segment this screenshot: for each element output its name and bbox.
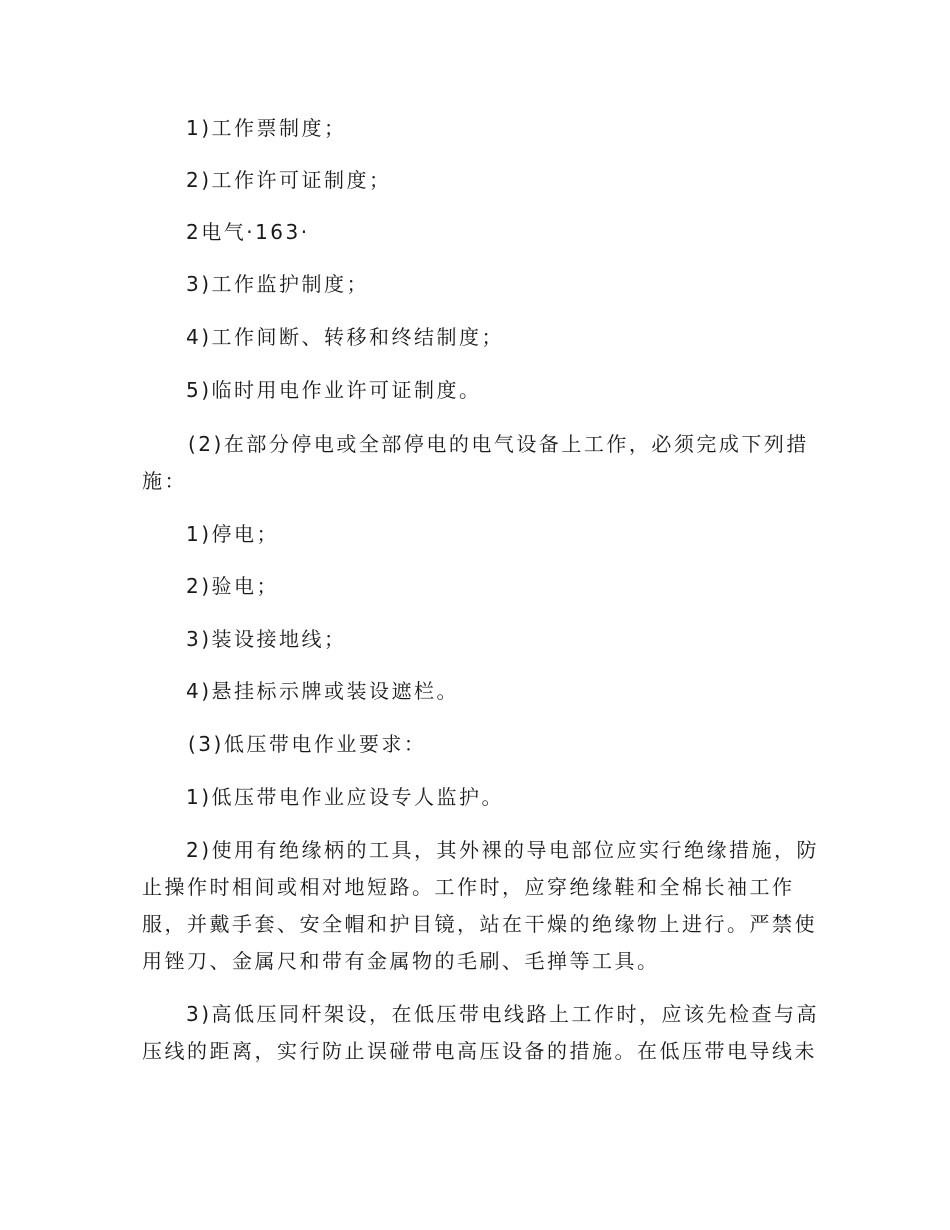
list-item-work-ticket: 1)工作票制度；	[186, 116, 347, 140]
list-item-work-permit: 2)工作许可证制度；	[186, 168, 392, 192]
paragraph-high-low-line-2: 压线的距离，实行防止误碰带电高压设备的措施。在低压带电导线未	[142, 1039, 817, 1063]
list-item-temporary-power-permit: 5)临时用电作业许可证制度。	[186, 378, 482, 402]
paragraph-tools-line-3: 服，并戴手套、安全帽和护目镜，站在干燥的绝缘物上进行。严禁使	[142, 912, 817, 936]
section-2-heading-continuation: 施：	[142, 469, 187, 493]
list-item-signage-barrier: 4)悬挂标示牌或装设遮栏。	[186, 679, 460, 703]
paragraph-tools-line-4: 用锉刀、金属尺和带有金属物的毛刷、毛掸等工具。	[142, 949, 660, 973]
list-item-supervisor: 1)低压带电作业应设专人监护。	[186, 785, 505, 809]
list-item-voltage-test: 2)验电；	[186, 574, 280, 598]
paragraph-high-low-line-1: 3)高低压同杆架设，在低压带电线路上工作时，应该先检查与高	[186, 1002, 820, 1026]
page-footer-marker: 2电气·163·	[186, 220, 310, 244]
list-item-work-interruption: 4)工作间断、转移和终结制度；	[186, 325, 505, 349]
list-item-work-supervision: 3)工作监护制度；	[186, 272, 370, 296]
list-item-grounding: 3)装设接地线；	[186, 627, 347, 651]
paragraph-tools-line-2: 止操作时相间或相对地短路。工作时，应穿绝缘鞋和全棉长袖工作	[142, 875, 795, 899]
section-2-heading-line: (2)在部分停电或全部停电的电气设备上工作，必须完成下列措	[188, 432, 809, 456]
paragraph-tools-line-1: 2)使用有绝缘柄的工具，其外裸的导电部位应实行绝缘措施，防	[186, 838, 820, 862]
list-item-power-off: 1)停电；	[186, 522, 280, 546]
section-3-heading: (3)低压带电作业要求：	[188, 732, 427, 756]
